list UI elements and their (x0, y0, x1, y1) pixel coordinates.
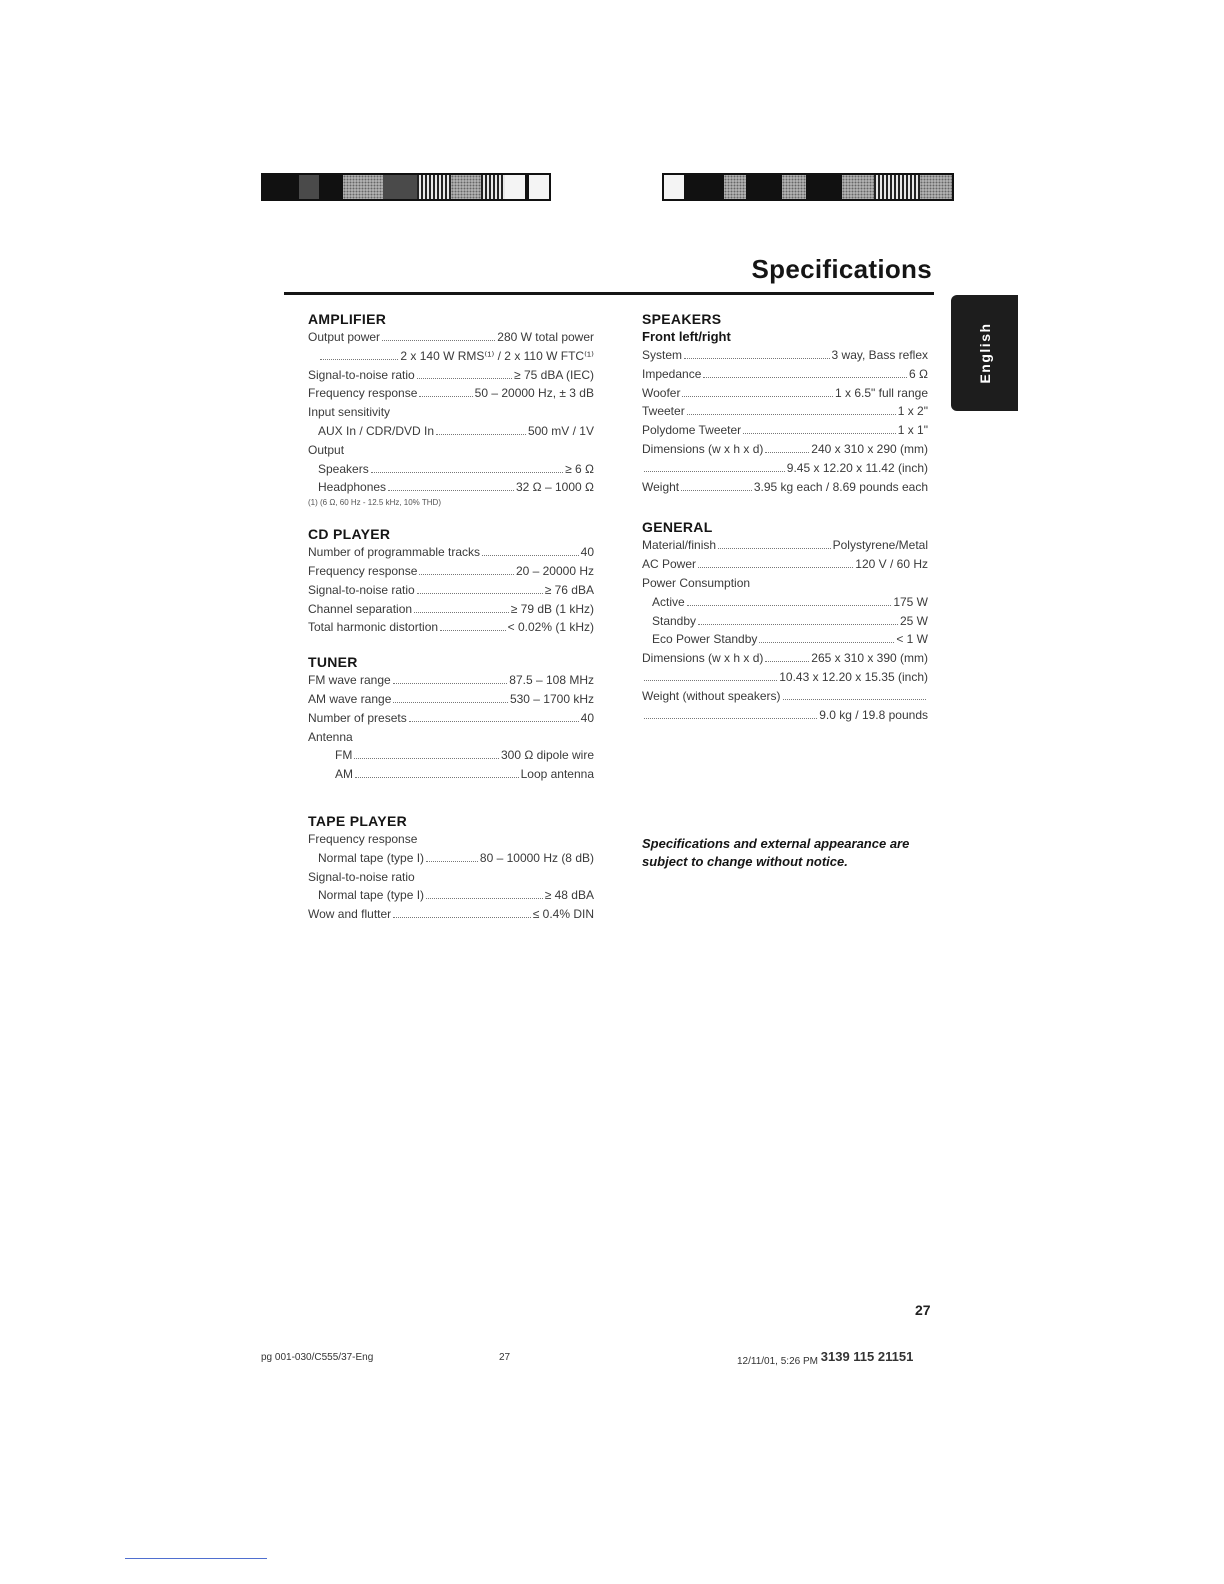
spec-value: 10.43 x 12.20 x 15.35 (inch) (779, 669, 928, 684)
spec-row (308, 478, 594, 497)
spec-value: 9.0 kg / 19.8 pounds (819, 707, 928, 722)
language-tab (951, 295, 1018, 411)
speakers-section (642, 310, 928, 496)
spec-row (642, 630, 928, 649)
spec-row (642, 478, 928, 497)
spec-label: Frequency response (308, 831, 418, 846)
spec-label: Material/finish (642, 538, 717, 553)
section-heading-tuner: TUNER (308, 654, 358, 671)
spec-label: Polydome Tweeter (642, 423, 742, 438)
tuner-section (308, 653, 594, 784)
spec-value: 280 W total power (497, 330, 594, 344)
spec-label: Number of presets (308, 710, 407, 725)
right-column (642, 310, 928, 740)
spec-label: AM wave range (308, 691, 392, 706)
spec-row (308, 709, 594, 728)
spec-label: Power Consumption (642, 575, 751, 590)
spec-row (308, 366, 594, 385)
spec-label: Signal-to-noise ratio (308, 367, 415, 382)
spec-value: 240 x 310 x 290 (mm) (811, 441, 928, 456)
bottom-rule (125, 1558, 267, 1559)
spec-label: Input sensitivity (308, 405, 391, 420)
spec-value: 1 x 6.5" full range (835, 385, 928, 400)
spec-row (308, 347, 594, 366)
spec-row (308, 328, 594, 347)
spec-row (308, 581, 594, 600)
spec-row (642, 346, 928, 365)
spec-value: Polystyrene/Metal (832, 538, 928, 553)
section-heading-cd-player: CD PLAYER (308, 526, 391, 543)
general-section (642, 518, 928, 724)
spec-value: < 0.02% (1 kHz) (507, 620, 594, 635)
spec-label: Weight (without speakers) (642, 688, 781, 703)
spec-label: Frequency response (308, 563, 418, 578)
section-heading-general: GENERAL (642, 519, 713, 536)
change-notice: Specifications and external appearance are subject to change without notice. (642, 836, 910, 869)
spec-value: ≥ 6 Ω (565, 461, 594, 476)
registration-bar-left (261, 173, 551, 201)
spec-value: 87.5 – 108 MHz (509, 673, 594, 688)
spec-label: Active (652, 594, 685, 609)
footer-page: 27 (499, 1352, 511, 1363)
spec-value: 1 x 1" (897, 423, 928, 438)
spec-label: Frequency response (308, 386, 418, 401)
spec-row (308, 600, 594, 619)
spec-value: 120 V / 60 Hz (855, 557, 928, 572)
spec-row (642, 668, 928, 687)
section-heading-speakers: SPEAKERS (642, 311, 722, 327)
spec-value: 175 W (893, 594, 928, 609)
spec-value: 1 x 2" (897, 404, 928, 419)
spec-row (642, 612, 928, 631)
spec-value: 32 Ω – 1000 Ω (516, 480, 594, 495)
spec-label: FM wave range (308, 673, 391, 688)
spec-label: Signal-to-noise ratio (308, 582, 415, 597)
title-rule (284, 292, 934, 295)
spec-value: ≥ 79 dB (1 kHz) (510, 601, 594, 616)
spec-label: Output (308, 442, 345, 457)
page-number: 27 (915, 1302, 931, 1318)
amplifier-section (308, 310, 594, 509)
spec-label: AC Power (642, 557, 697, 572)
spec-row (308, 746, 594, 765)
spec-row (642, 421, 928, 440)
spec-value: 500 mV / 1V (527, 423, 594, 438)
spec-row (642, 536, 928, 555)
spec-label: Headphones (318, 480, 387, 495)
spec-row (642, 687, 928, 706)
spec-value: 40 (580, 710, 594, 725)
spec-value: 3.95 kg each / 8.69 pounds each (753, 479, 928, 494)
spec-row (642, 459, 928, 478)
spec-label: AUX In / CDR/DVD In (318, 423, 435, 438)
spec-label: Normal tape (type I) (318, 888, 425, 903)
registration-bar-right (662, 173, 954, 201)
spec-value: 6 Ω (909, 366, 928, 381)
left-column (308, 310, 594, 940)
spec-row (308, 671, 594, 690)
spec-value: 50 – 20000 Hz, ± 3 dB (474, 386, 594, 401)
spec-label: Antenna (308, 729, 353, 744)
spec-label: Eco Power Standby (652, 632, 758, 647)
footnote: (1) (6 Ω, 60 Hz - 12.5 kHz, 10% THD) (308, 498, 441, 508)
spec-label: Channel separation (308, 601, 413, 616)
spec-row (308, 618, 594, 637)
footer-code: 3139 115 21151 (820, 1349, 914, 1364)
spec-row (308, 384, 594, 403)
spec-label: Woofer (642, 385, 681, 400)
footer-date: 12/11/01, 5:26 PM (737, 1356, 818, 1367)
spec-value: 9.45 x 12.20 x 11.42 (inch) (786, 460, 928, 475)
spec-label: Tweeter (642, 404, 685, 419)
spec-value: 530 – 1700 kHz (509, 691, 594, 706)
spec-row (308, 765, 594, 784)
spec-label: Signal-to-noise ratio (308, 869, 415, 884)
spec-row (308, 690, 594, 709)
spec-value: 80 – 10000 Hz (8 dB) (479, 850, 594, 865)
tape-player-section (308, 812, 594, 924)
spec-row (642, 706, 928, 725)
spec-label: AM (335, 767, 353, 782)
spec-value: 265 x 310 x 390 (mm) (811, 651, 928, 666)
spec-row (642, 384, 928, 403)
spec-value: 300 Ω dipole wire (500, 748, 594, 763)
section-subheading-front: Front left/right (642, 329, 731, 344)
spec-row (308, 422, 594, 441)
spec-label: Speakers (318, 461, 369, 476)
spec-value: ≤ 0.4% DIN (532, 907, 594, 922)
spec-label: Normal tape (type I) (318, 850, 425, 865)
spec-row (308, 905, 594, 924)
spec-label: Standby (652, 613, 697, 628)
spec-label: Impedance (642, 366, 702, 381)
spec-value: < 1 W (896, 632, 928, 647)
spec-row (308, 849, 594, 868)
spec-value: 25 W (899, 613, 928, 628)
spec-row (642, 555, 928, 574)
footer-file-id: pg 001-030/C555/37-Eng (261, 1352, 374, 1363)
spec-value: Loop antenna (520, 767, 594, 782)
spec-row (308, 562, 594, 581)
section-heading-tape-player: TAPE PLAYER (308, 812, 407, 829)
cd-player-section (308, 525, 594, 637)
spec-label: FM (335, 748, 353, 763)
spec-row (308, 543, 594, 562)
spec-row (308, 460, 594, 479)
spec-label: System (642, 348, 683, 362)
spec-row (308, 886, 594, 905)
spec-value: ≥ 76 dBA (544, 582, 594, 597)
spec-row (642, 402, 928, 421)
language-tab-label: English (976, 322, 993, 384)
spec-label: Dimensions (w x h x d) (642, 651, 764, 666)
spec-row (642, 593, 928, 612)
spec-value: ≥ 75 dBA (IEC) (514, 367, 594, 382)
spec-value: 3 way, Bass reflex (831, 348, 928, 362)
spec-value: ≥ 48 dBA (544, 888, 594, 903)
spec-value: 20 – 20000 Hz (515, 563, 594, 578)
spec-value: 2 x 140 W RMS⁽¹⁾ / 2 x 110 W FTC⁽¹⁾ (400, 348, 594, 363)
page-title: Specifications (751, 254, 932, 284)
spec-label: Total harmonic distortion (308, 620, 439, 635)
spec-row (642, 440, 928, 459)
section-heading-amplifier: AMPLIFIER (308, 311, 387, 327)
spec-label: Output power (308, 330, 381, 344)
spec-value: 40 (580, 545, 594, 560)
spec-label: Wow and flutter (308, 907, 392, 922)
spec-label: Dimensions (w x h x d) (642, 441, 764, 456)
spec-label: Number of programmable tracks (308, 545, 481, 560)
spec-row (642, 649, 928, 668)
spec-label: Weight (642, 479, 680, 494)
spec-row (642, 365, 928, 384)
footer-timestamp (737, 1349, 914, 1367)
